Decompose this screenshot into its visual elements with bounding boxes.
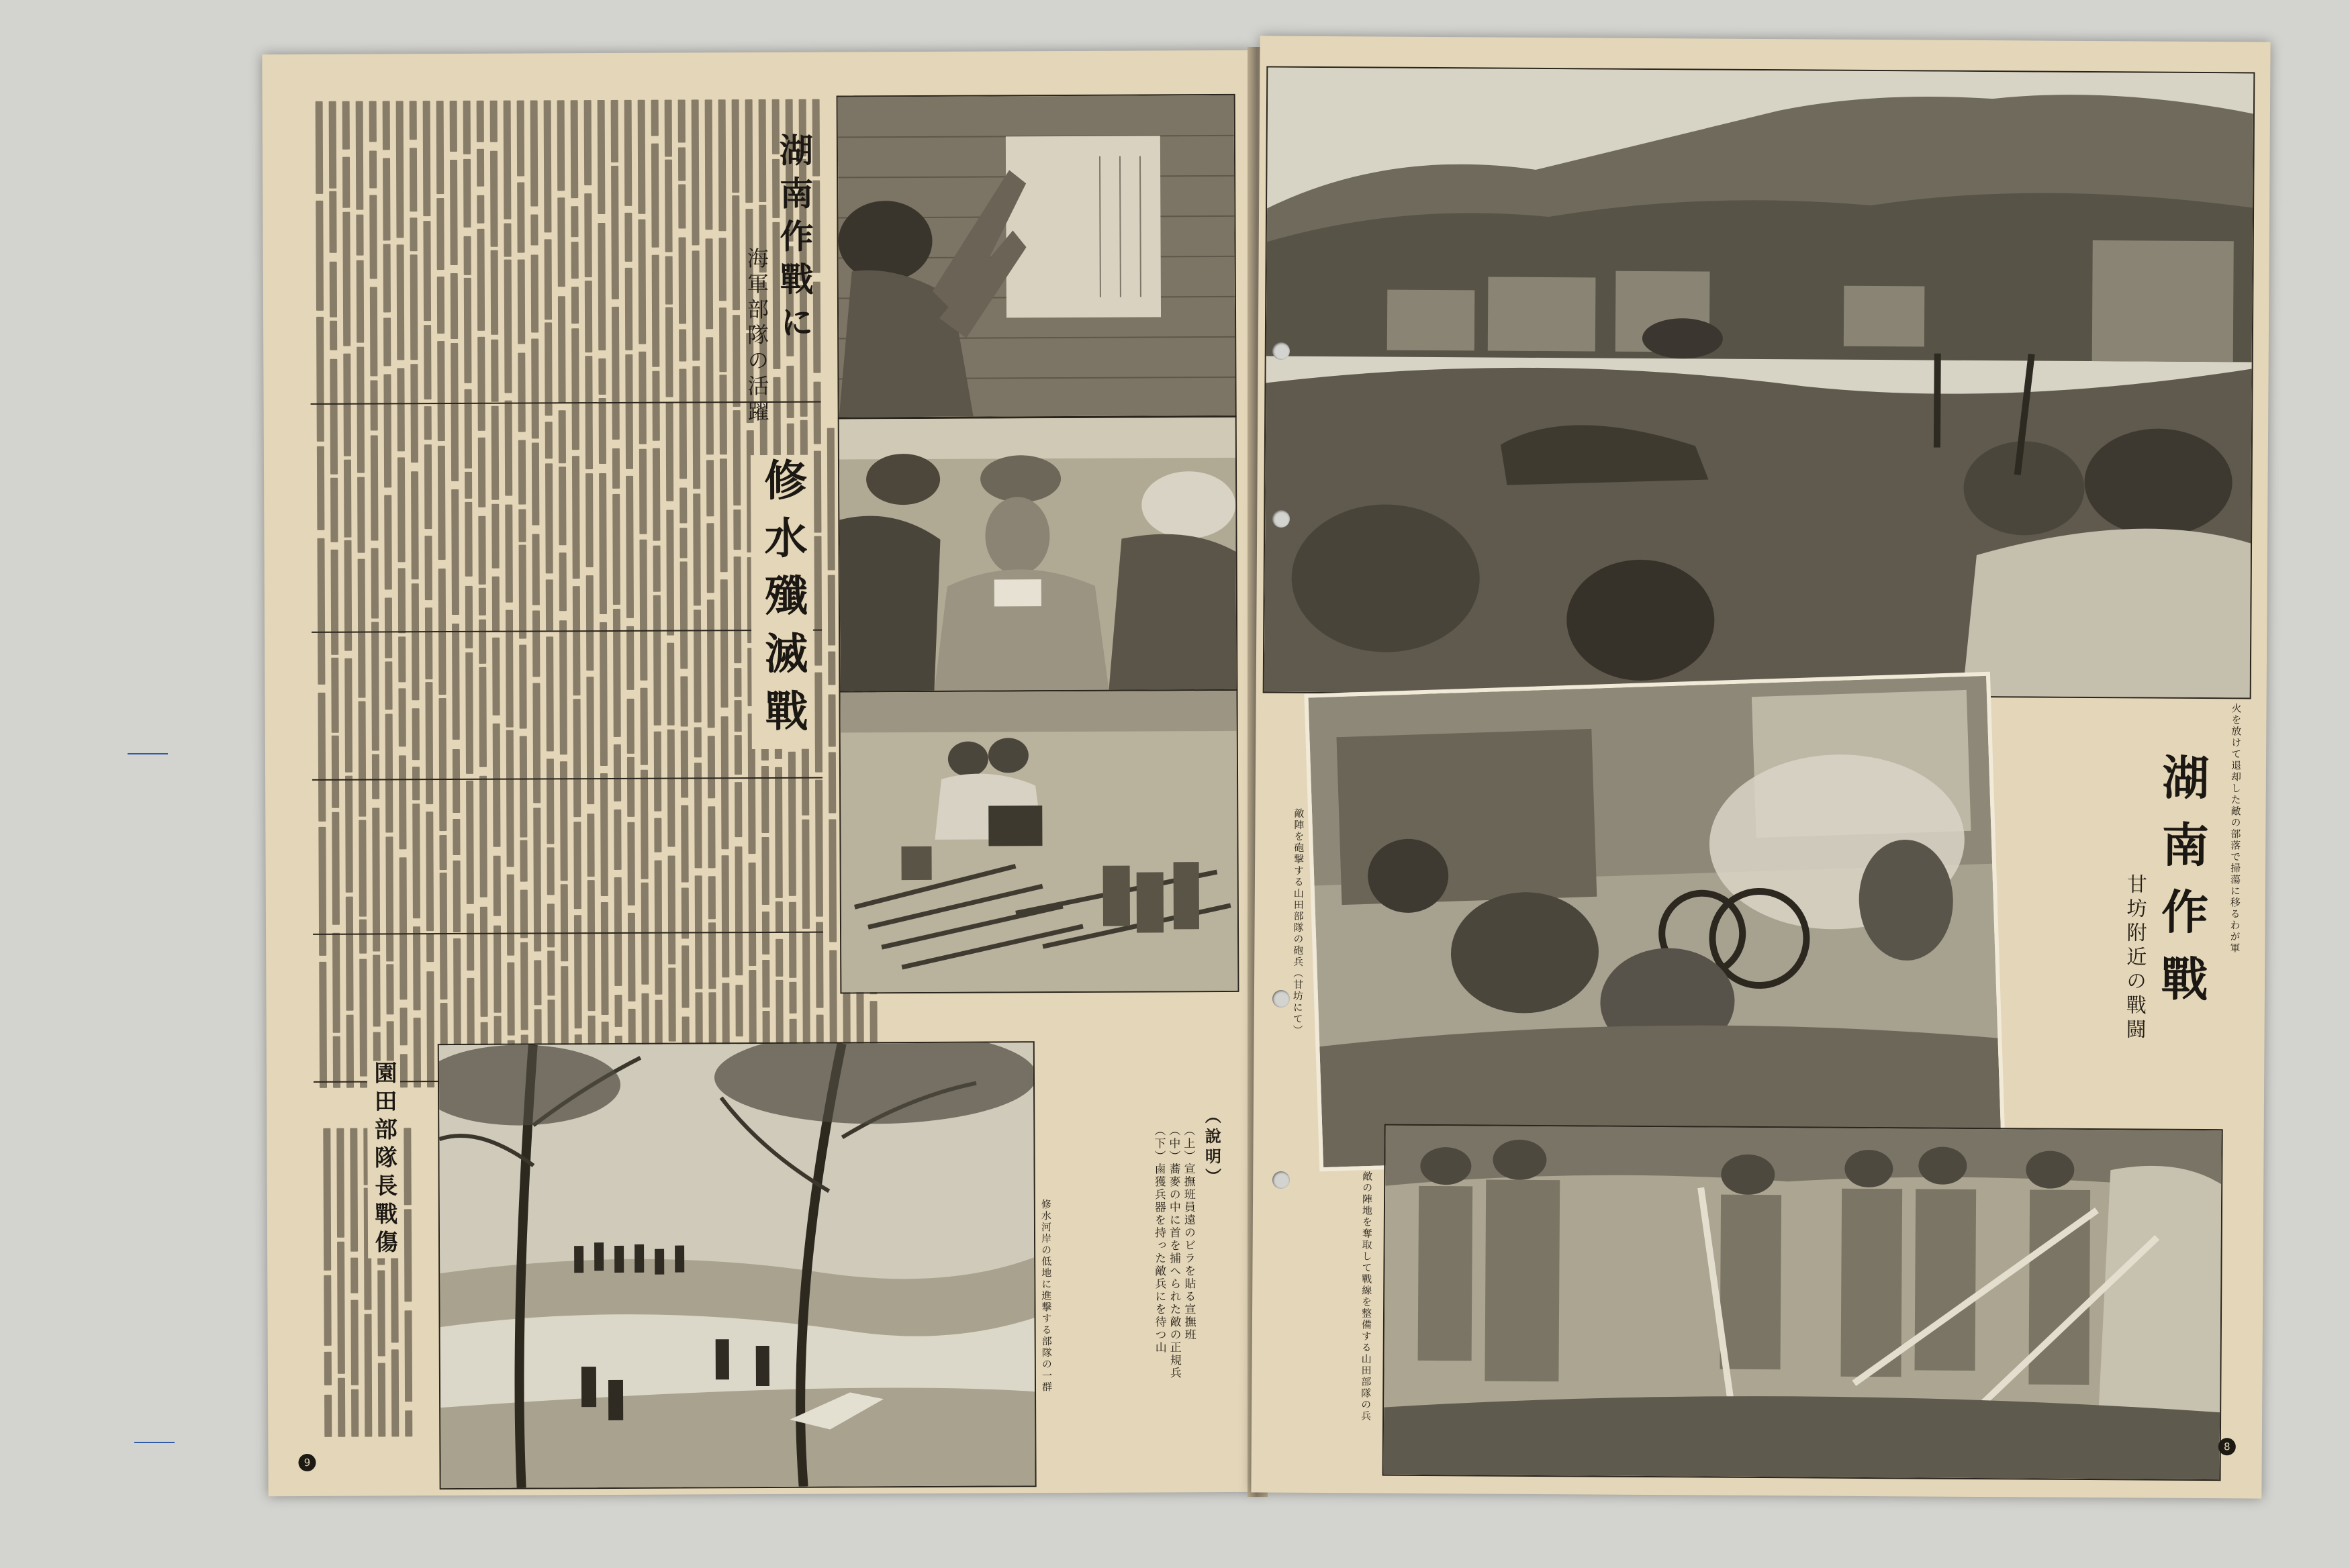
text-glyph-run <box>625 268 633 350</box>
text-glyph-run <box>559 467 567 545</box>
text-glyph-run <box>317 538 325 685</box>
text-glyph-run <box>693 493 701 605</box>
text-glyph-run <box>531 255 539 333</box>
text-glyph-run <box>571 287 579 324</box>
text-glyph-run <box>638 100 646 214</box>
text-glyph-run <box>678 148 686 181</box>
text-glyph-run <box>733 510 741 550</box>
text-glyph-run <box>451 489 459 615</box>
text-glyph-run <box>828 694 835 747</box>
text-glyph-run <box>571 242 579 279</box>
binding-hole <box>1272 510 1290 528</box>
text-glyph-run <box>517 183 524 253</box>
text-glyph-run <box>465 472 472 499</box>
text-glyph-run <box>324 1394 332 1436</box>
photo-artillery-firing <box>1304 672 2005 1172</box>
text-glyph-run <box>437 341 445 442</box>
headline-2: 修水殲滅戰 <box>751 455 814 749</box>
text-glyph-run <box>477 195 484 223</box>
text-glyph-run <box>412 708 420 760</box>
explanation-header: （說明） <box>1202 1108 1222 1189</box>
text-glyph-run <box>350 1128 358 1252</box>
text-glyph-run <box>706 460 714 516</box>
text-glyph-run <box>680 561 688 669</box>
text-glyph-run <box>385 597 392 658</box>
text-glyph-run <box>505 505 513 603</box>
text-glyph-run <box>585 281 592 352</box>
top-photo-caption: 火を放けて退却した敵の部落で掃蕩に移るわが軍 <box>2228 703 2243 954</box>
text-glyph-run <box>423 101 431 216</box>
text-glyph-run <box>733 315 741 407</box>
text-glyph-run <box>828 575 835 646</box>
text-glyph-run <box>463 159 471 228</box>
text-glyph-run <box>371 435 379 540</box>
text-glyph-run <box>719 307 726 372</box>
photo-river-crossing <box>438 1041 1037 1489</box>
text-glyph-run <box>665 307 673 397</box>
text-glyph-run <box>665 256 673 304</box>
text-glyph-run <box>357 477 365 553</box>
text-glyph-run <box>814 536 822 665</box>
photo-burned-village <box>1263 66 2255 699</box>
text-glyph-run <box>330 358 338 474</box>
text-glyph-run <box>612 448 620 489</box>
text-glyph-run <box>559 410 566 463</box>
text-glyph-run <box>653 448 661 541</box>
text-glyph-run <box>557 197 565 287</box>
text-glyph-run <box>519 645 527 729</box>
text-glyph-run <box>626 476 634 618</box>
text-glyph-run <box>424 325 431 400</box>
text-glyph-run <box>735 735 742 775</box>
text-glyph-run <box>479 667 487 767</box>
text-glyph-run <box>745 99 753 203</box>
text-glyph-run <box>324 1352 332 1386</box>
text-glyph-run <box>624 213 632 262</box>
text-glyph-run <box>383 101 390 150</box>
text-glyph-run <box>544 100 552 232</box>
text-glyph-run <box>598 358 606 395</box>
photo-captured-weapons <box>839 689 1239 994</box>
text-glyph-run <box>599 398 606 464</box>
text-glyph-run <box>317 446 325 531</box>
text-glyph-run <box>680 676 688 726</box>
text-glyph-run <box>383 244 391 312</box>
text-glyph-run <box>571 206 578 237</box>
text-glyph-run <box>464 236 471 275</box>
headline-1: 湖南作戰に <box>773 132 815 348</box>
text-glyph-run <box>828 651 835 685</box>
text-glyph-run <box>611 166 619 299</box>
explanation-line-2: （中）蕎麥の中に首を捕へられた敵の正規兵 <box>1166 1124 1181 1380</box>
text-glyph-run <box>357 260 365 342</box>
text-glyph-run <box>477 101 484 142</box>
explanation-line-1: （上）宣撫班員遠のビラを貼る宣撫班 <box>1181 1124 1196 1342</box>
text-glyph-run <box>557 100 565 191</box>
bottom-right-caption: 敵の陣地を奪取して戰線を整備する山田部隊の兵 <box>1360 1171 1374 1422</box>
alignment-pin <box>128 753 168 754</box>
text-glyph-run <box>451 273 458 338</box>
left-page <box>262 50 1260 1496</box>
text-glyph-run <box>519 545 527 639</box>
text-glyph-run <box>694 610 702 723</box>
text-glyph-run <box>424 406 432 440</box>
text-glyph-run <box>625 354 633 469</box>
text-glyph-run <box>692 99 700 245</box>
text-glyph-run <box>532 611 540 677</box>
text-glyph-run <box>344 658 352 773</box>
text-glyph-run <box>692 366 700 489</box>
explanation-line-3: （下）鹵獲兵器を持った敵兵にを待つ山 <box>1152 1124 1166 1355</box>
text-glyph-run <box>490 101 498 142</box>
text-glyph-run <box>732 196 740 310</box>
text-glyph-run <box>316 201 324 311</box>
text-glyph-run <box>324 1275 331 1346</box>
text-glyph-run <box>652 255 660 366</box>
text-glyph-run <box>627 698 634 753</box>
text-glyph-run <box>331 658 338 732</box>
text-glyph-run <box>342 157 350 208</box>
text-glyph-run <box>358 559 366 698</box>
text-glyph-run <box>356 101 364 210</box>
text-glyph-run <box>384 495 392 589</box>
text-glyph-run <box>600 622 608 766</box>
text-glyph-run <box>397 368 405 451</box>
headline-right-subtitle: 甘坊附近の戰闘 <box>2122 873 2147 1043</box>
text-glyph-run <box>465 652 473 774</box>
text-glyph-run <box>451 343 459 482</box>
text-glyph-run <box>598 100 606 215</box>
text-glyph-run <box>411 472 419 580</box>
text-glyph-run <box>437 277 444 334</box>
text-glyph-run <box>678 99 686 142</box>
text-glyph-run <box>398 569 406 634</box>
text-glyph-run <box>344 540 352 651</box>
text-glyph-run <box>365 1314 373 1436</box>
text-glyph-run <box>463 101 471 154</box>
text-glyph-run <box>477 149 484 187</box>
text-glyph-run <box>651 100 659 136</box>
text-glyph-run <box>478 438 485 507</box>
text-glyph-run <box>679 488 687 524</box>
text-glyph-run <box>720 458 728 572</box>
text-glyph-run <box>477 229 485 332</box>
text-glyph-run <box>337 1242 345 1374</box>
text-glyph-run <box>479 620 486 663</box>
photo-soldier-posting-bill <box>837 94 1237 419</box>
text-glyph-run <box>679 330 686 362</box>
text-glyph-run <box>436 198 444 270</box>
text-glyph-run <box>492 577 500 632</box>
text-glyph-run <box>598 223 606 350</box>
text-glyph-run <box>491 405 500 499</box>
text-glyph-run <box>410 148 417 211</box>
text-glyph-run <box>338 1377 345 1436</box>
middle-photo-caption: 敵陣を砲撃する山田部隊の砲兵（甘坊にて） <box>1291 807 1305 1036</box>
text-glyph-run <box>584 193 592 277</box>
text-glyph-run <box>638 219 646 344</box>
text-glyph-run <box>665 159 673 252</box>
text-glyph-run <box>571 328 579 450</box>
text-glyph-run <box>336 1128 344 1238</box>
text-glyph-run <box>504 224 511 256</box>
text-glyph-run <box>814 673 822 773</box>
text-glyph-run <box>410 217 417 251</box>
text-glyph-run <box>378 1363 385 1437</box>
text-glyph-run <box>732 99 740 193</box>
binding-hole <box>1272 990 1290 1008</box>
text-glyph-run <box>491 504 499 569</box>
text-glyph-run <box>490 151 498 247</box>
text-glyph-run <box>665 100 672 157</box>
text-glyph-run <box>370 287 378 376</box>
text-glyph-run <box>532 442 540 525</box>
text-glyph-run <box>479 588 486 616</box>
text-glyph-run <box>613 609 621 737</box>
text-glyph-run <box>586 575 594 671</box>
text-glyph-run <box>612 307 620 440</box>
text-glyph-run <box>639 351 647 444</box>
text-glyph-run <box>558 296 566 403</box>
headline-right: 湖南作戰 <box>2153 752 2211 1022</box>
page-number: 9 <box>298 1454 316 1471</box>
text-glyph-run <box>518 509 526 542</box>
text-glyph-run <box>814 451 822 533</box>
text-glyph-run <box>342 211 350 346</box>
text-glyph-run <box>786 365 794 418</box>
text-glyph-run <box>734 556 742 663</box>
text-glyph-run <box>383 374 391 487</box>
text-glyph-run <box>546 579 553 630</box>
text-glyph-run <box>350 1258 358 1293</box>
text-glyph-run <box>425 607 432 679</box>
text-glyph-run <box>423 221 431 320</box>
text-glyph-run <box>404 1310 412 1402</box>
text-glyph-run <box>330 320 337 350</box>
text-glyph-run <box>707 599 715 728</box>
text-glyph-run <box>759 99 767 202</box>
text-glyph-run <box>398 636 406 683</box>
text-glyph-run <box>733 410 741 505</box>
text-glyph-run <box>464 389 472 469</box>
text-glyph-run <box>404 1128 412 1205</box>
page-number: 8 <box>2218 1438 2236 1455</box>
text-glyph-run <box>397 457 406 562</box>
text-glyph-run <box>735 700 742 732</box>
text-glyph-run <box>371 622 379 751</box>
text-glyph-run <box>377 1270 385 1356</box>
text-glyph-run <box>356 214 363 255</box>
text-glyph-run <box>505 401 513 495</box>
text-glyph-run <box>410 364 418 463</box>
text-glyph-run <box>465 586 473 648</box>
text-glyph-run <box>719 238 726 301</box>
text-glyph-run <box>343 354 351 456</box>
text-glyph-run <box>599 473 607 614</box>
text-glyph-run <box>585 473 594 567</box>
text-glyph-run <box>719 375 727 454</box>
text-glyph-run <box>829 752 836 814</box>
text-glyph-run <box>398 689 406 747</box>
text-glyph-run <box>323 1128 331 1271</box>
text-glyph-run <box>694 727 702 757</box>
text-glyph-run <box>383 158 391 240</box>
text-glyph-run <box>331 550 339 655</box>
photo-captured-prisoner <box>838 416 1238 693</box>
text-glyph-run <box>391 1350 399 1437</box>
text-glyph-run <box>827 428 835 571</box>
text-glyph-run <box>518 440 526 505</box>
text-glyph-run <box>734 668 741 697</box>
text-glyph-run <box>369 151 377 188</box>
text-glyph-run <box>316 101 324 194</box>
text-glyph-run <box>584 100 592 185</box>
text-glyph-run <box>492 638 500 716</box>
text-glyph-run <box>679 369 687 479</box>
text-glyph-run <box>585 356 593 470</box>
text-glyph-run <box>383 317 391 366</box>
binding-hole <box>1272 1171 1290 1189</box>
text-glyph-run <box>369 101 377 142</box>
text-glyph-run <box>530 215 538 246</box>
text-glyph-run <box>491 250 499 335</box>
text-glyph-run <box>667 643 675 726</box>
text-glyph-run <box>612 494 620 605</box>
photo-building-defences <box>1382 1124 2223 1481</box>
text-glyph-run <box>396 101 404 238</box>
text-glyph-run <box>438 446 446 560</box>
text-glyph-run <box>829 819 837 942</box>
text-glyph-run <box>545 422 553 458</box>
text-glyph-run <box>491 340 498 402</box>
text-glyph-run <box>477 337 485 431</box>
text-glyph-run <box>679 528 687 558</box>
text-glyph-run <box>410 101 417 140</box>
text-glyph-run <box>370 381 377 430</box>
text-glyph-run <box>571 100 579 198</box>
text-glyph-run <box>626 626 634 690</box>
text-glyph-run <box>718 99 726 231</box>
text-glyph-run <box>371 548 379 619</box>
text-glyph-run <box>450 160 458 265</box>
text-glyph-run <box>329 101 337 189</box>
text-glyph-run <box>342 101 350 150</box>
text-glyph-run <box>464 278 472 383</box>
text-glyph-run <box>653 545 661 591</box>
text-glyph-run <box>330 478 338 542</box>
text-glyph-run <box>350 1300 359 1385</box>
text-glyph-run <box>705 99 713 230</box>
text-glyph-run <box>452 624 460 740</box>
text-glyph-run <box>639 540 647 681</box>
bottom-photo-caption: 修水河岸の低地に進撃する部隊の一群 <box>1039 1199 1053 1393</box>
text-glyph-run <box>666 509 674 636</box>
text-glyph-run <box>652 371 659 441</box>
text-glyph-run <box>412 583 420 701</box>
text-glyph-run <box>530 100 538 206</box>
text-glyph-run <box>559 552 567 611</box>
text-glyph-run <box>653 595 661 725</box>
text-glyph-run <box>720 580 728 708</box>
byline: 園田部隊長戰傷 <box>367 1061 401 1258</box>
text-glyph-run <box>572 456 580 579</box>
text-glyph-run <box>369 195 377 279</box>
text-glyph-run <box>545 463 553 573</box>
text-glyph-run <box>518 260 526 344</box>
text-glyph-run <box>624 100 632 206</box>
text-glyph-run <box>692 250 700 360</box>
text-glyph-run <box>651 144 659 248</box>
text-glyph-run <box>357 347 365 473</box>
text-glyph-run <box>640 688 648 765</box>
text-glyph-run <box>329 191 336 253</box>
text-glyph-run <box>679 237 687 324</box>
text-glyph-run <box>611 100 618 162</box>
text-glyph-run <box>678 184 686 228</box>
text-glyph-run <box>404 1209 412 1302</box>
text-glyph-run <box>405 1411 412 1437</box>
text-glyph-run <box>504 101 512 219</box>
text-glyph-run <box>478 516 485 585</box>
text-glyph-run <box>330 262 337 317</box>
text-glyph-run <box>706 238 714 329</box>
alignment-pin <box>134 1442 175 1443</box>
text-glyph-run <box>532 534 539 605</box>
text-glyph-run <box>531 338 539 439</box>
text-glyph-run <box>706 337 714 454</box>
headline-1-subtitle: 海軍部隊の活躍 <box>743 246 770 426</box>
text-glyph-run <box>436 101 444 194</box>
text-glyph-run <box>316 317 324 442</box>
text-glyph-run <box>506 610 514 728</box>
text-glyph-run <box>397 244 405 360</box>
right-page <box>1251 36 2270 1498</box>
text-glyph-run <box>424 536 432 600</box>
text-glyph-run <box>518 353 526 432</box>
text-glyph-run <box>639 448 647 534</box>
text-glyph-run <box>424 444 432 529</box>
text-glyph-run <box>344 460 352 538</box>
binding-hole <box>1272 342 1290 360</box>
text-glyph-run <box>706 523 714 593</box>
text-glyph-run <box>410 254 418 360</box>
text-glyph-run <box>573 586 581 695</box>
text-glyph-run <box>385 661 392 710</box>
text-glyph-run <box>546 637 554 752</box>
text-glyph-run <box>545 239 553 320</box>
text-glyph-run <box>813 382 820 444</box>
text-glyph-run <box>351 1389 359 1436</box>
text-glyph-run <box>465 502 472 577</box>
text-glyph-run <box>450 101 457 152</box>
text-glyph-run <box>666 402 674 501</box>
text-glyph-run <box>559 620 567 755</box>
text-glyph-run <box>504 260 512 393</box>
text-glyph-run <box>517 101 524 177</box>
